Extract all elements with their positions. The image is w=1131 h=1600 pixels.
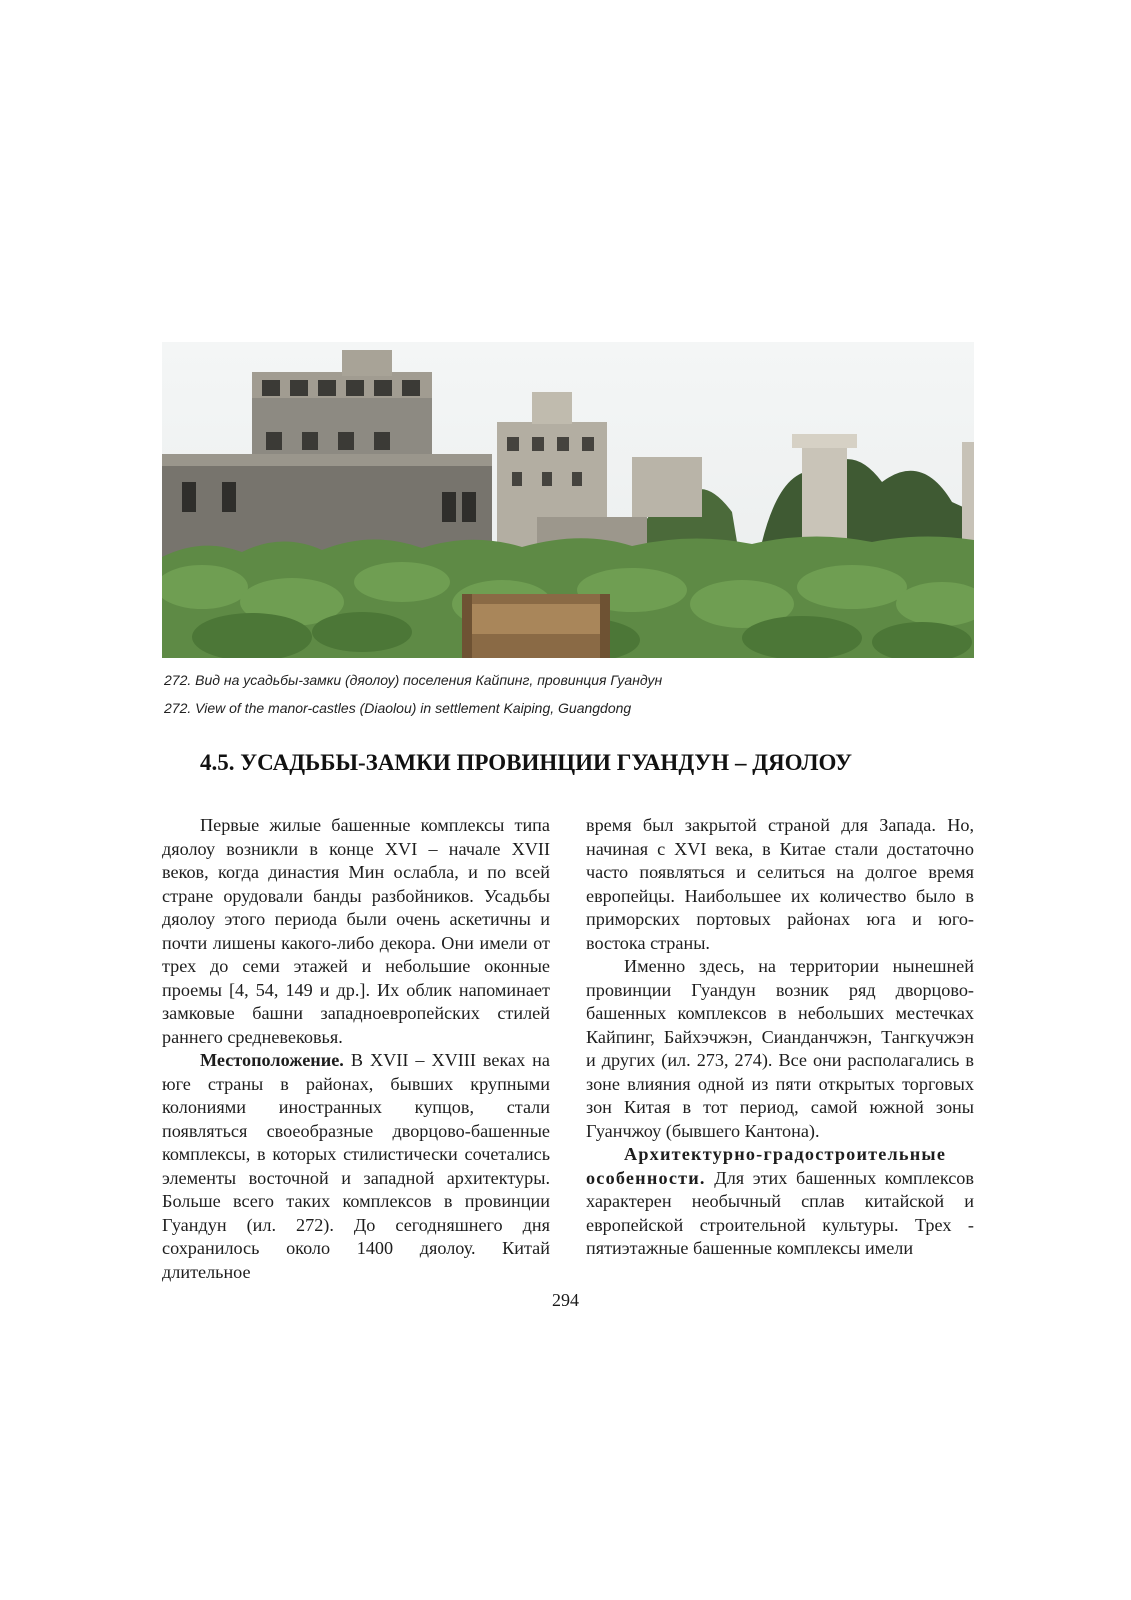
paragraph-text: В XVII – XVIII веках на юге страны в районах, бывших крупными колониями иностранных купцов, стали появляться своеобразные дворцово-башенные комплексы, в которых стилистически сочетались элементы восточной и западной архитектуры. Больше всего таких комплексов в провинции Гуандун (ил. 272). До сегодняшнего дня сохранилось около 1400 дяолоу. Китай длительное <box>162 1050 550 1282</box>
text-column-right <box>586 814 974 1261</box>
diaolou-photo <box>162 342 974 658</box>
text-column-left <box>162 814 550 1284</box>
paragraph: Именно здесь, на территории нынешней провинции Гуандун возник ряд дворцово-башенных комплексов в небольших местечках Кайпинг, Байхэчжэн, Сианданчжэн, Тангкучжэн и других (ил. 273, 274). Все они располагались в зоне влияния одной из пяти открытых торговых зон Китая в тот период, самой южной зоны Гуанчжоу (бывшего Кантона). <box>586 956 974 1141</box>
figure-caption-ru: 272. Вид на усадьбы-замки (дяолоу) поселения Кайпинг, провинция Гуандун <box>164 672 663 688</box>
paragraph <box>586 1143 974 1261</box>
section-heading: 4.5. УСАДЬБЫ-ЗАМКИ ПРОВИНЦИИ ГУАНДУН – ДЯОЛОУ <box>200 750 852 775</box>
paragraph-lead: Местоположение. <box>200 1050 344 1070</box>
paragraph-lead: Архитектурно-градостроительные особенности. <box>586 1144 947 1188</box>
paragraph-text: Для этих башенных комплексов характерен необычный сплав китайской и европейской строительной культуры. Трех - пятиэтажные башенные комплексы имели <box>586 1167 974 1258</box>
page-number: 294 <box>552 1290 579 1310</box>
paragraph <box>162 1049 550 1284</box>
paragraph: Первые жилые башенные комплексы типа дяолоу возникли в конце XVI – начале XVII веков, когда династия Мин ослабла, и по всей стране орудовали банды разбойников. Усадьбы дяолоу этого периода были очень аскетичны и почти лишены какого-либо декора. Они имели от трех до семи этажей и небольшие оконные проемы [4, 54, 149 и др.]. Их облик напоминает замковые башни западноевропейских стилей раннего средневековья. <box>162 815 550 1047</box>
paragraph: время был закрытой страной для Запада. Но, начиная с XVI века, в Китае стали достаточно часто появляться и селиться на долгое время европейцы. Наибольшее их количество было в приморских портовых районах юга и юго-востока страны. <box>586 815 974 953</box>
figure-caption-en: 272. View of the manor-castles (Diaolou) in settlement Kaiping, Guangdong <box>164 700 632 716</box>
